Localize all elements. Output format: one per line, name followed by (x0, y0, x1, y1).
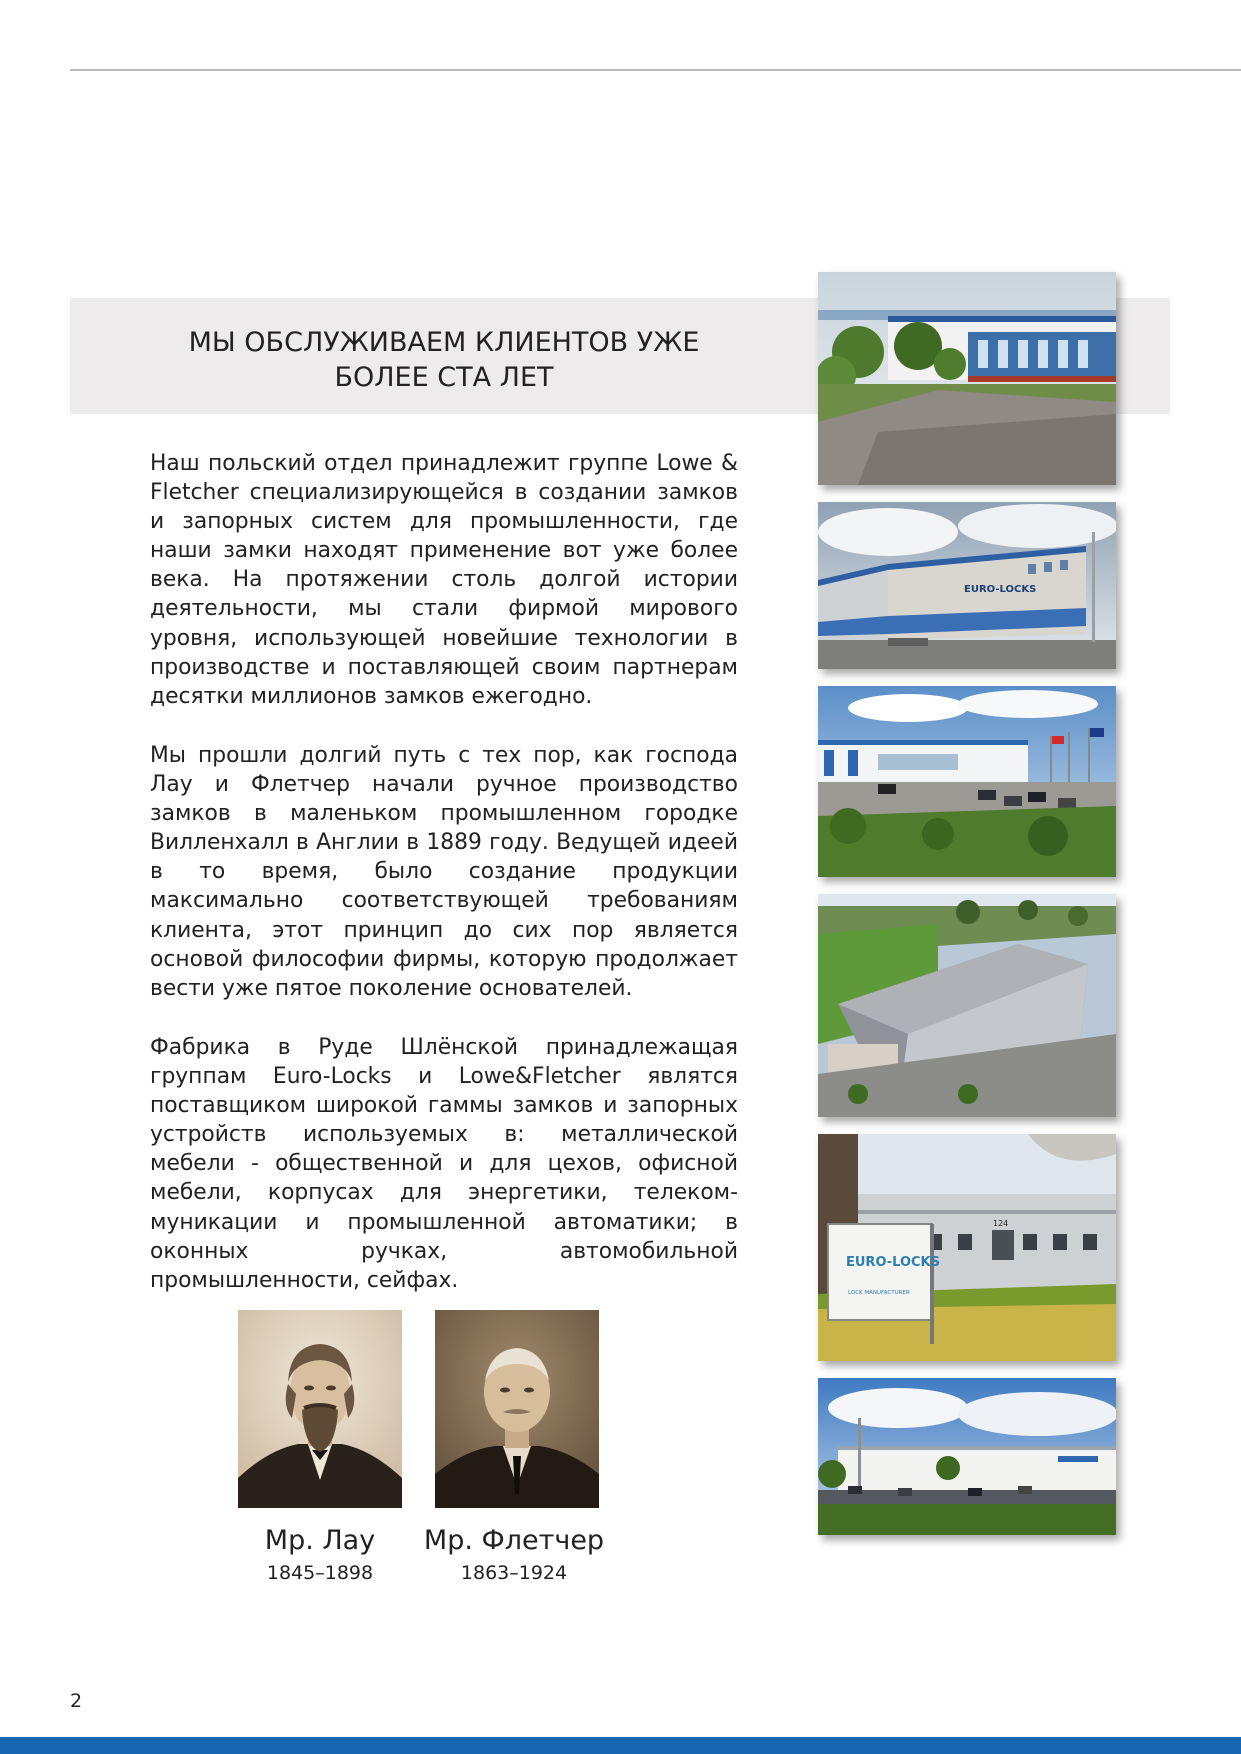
footer-band (0, 1737, 1241, 1754)
founder-name-fletcher: Мр. Флетчер (423, 1525, 605, 1556)
photo-factory-aerial (818, 894, 1116, 1117)
paragraph-products: Фабрика в Руде Шлёнской принадлежащая группам Euro-Locks и Lowe&Fletcher являтся поставщиком широкой гаммы замков и запорных устройств используемых в: металлической мебели - общественной и для цехов, офисной мебели, корпусах для энергетики, телеком-муникации и промышленной автоматики; в оконных ручках, автомобильной промышленности, сейфах. (150, 1035, 738, 1293)
page-title (150, 325, 738, 395)
photo-white-building (818, 1378, 1116, 1535)
photo-office-building (818, 272, 1116, 485)
founder-years-fletcher: 1863–1924 (460, 1562, 568, 1584)
founder-name-lau: Мр. Лау (264, 1525, 376, 1556)
top-rule (70, 69, 1241, 71)
photo-euro-locks-building (818, 502, 1116, 669)
page-title-line-1: МЫ ОБСЛУЖИВАЕМ КЛИЕНТОВ УЖЕ (188, 327, 700, 358)
page-number: 2 (70, 1690, 83, 1712)
sign-euro-locks-board: EURO-LOCKS (846, 1255, 940, 1270)
page-title-line-2: БОЛЕЕ СТА ЛЕТ (334, 362, 554, 393)
paragraph-founders: Мы прошли долгий путь с тех пор, как господа Лау и Флетчер начали ручное производство замков в маленьком промышленном городке Вилленхалл в Англии в 1889 году. Ведущей идеей в то время, было создание продукции максимально соответствующей требованиям клиента, этот принцип до сих пор является основой философии фирмы, которую продолжает вести уже пятое поколение основателей. (150, 743, 738, 1001)
sign-lock-manufacturer: LOCK MANUFACTURER (848, 1290, 910, 1296)
sign-euro-locks-wall: EURO-LOCKS (964, 584, 1037, 595)
sign-building-number: 124 (993, 1219, 1009, 1228)
portrait-fletcher (435, 1310, 599, 1508)
paragraph-history: Наш польский отдел принадлежит группе Lowe & Fletcher специализирующейся в создании замков и запорных систем для промышленности, где наши замки находят применение вот уже более века. На протяжении столь долгой истории деятельности, мы стали фирмой мирового уровня, использующей новейшие технологии в производстве и поставляющей своим партнерам десятки миллионов замков ежегодно. (150, 451, 738, 709)
photo-factory-parking (818, 686, 1116, 877)
founder-years-lau: 1845–1898 (266, 1562, 374, 1584)
portrait-lau (238, 1310, 402, 1508)
photo-euro-locks-sign (818, 1134, 1116, 1361)
